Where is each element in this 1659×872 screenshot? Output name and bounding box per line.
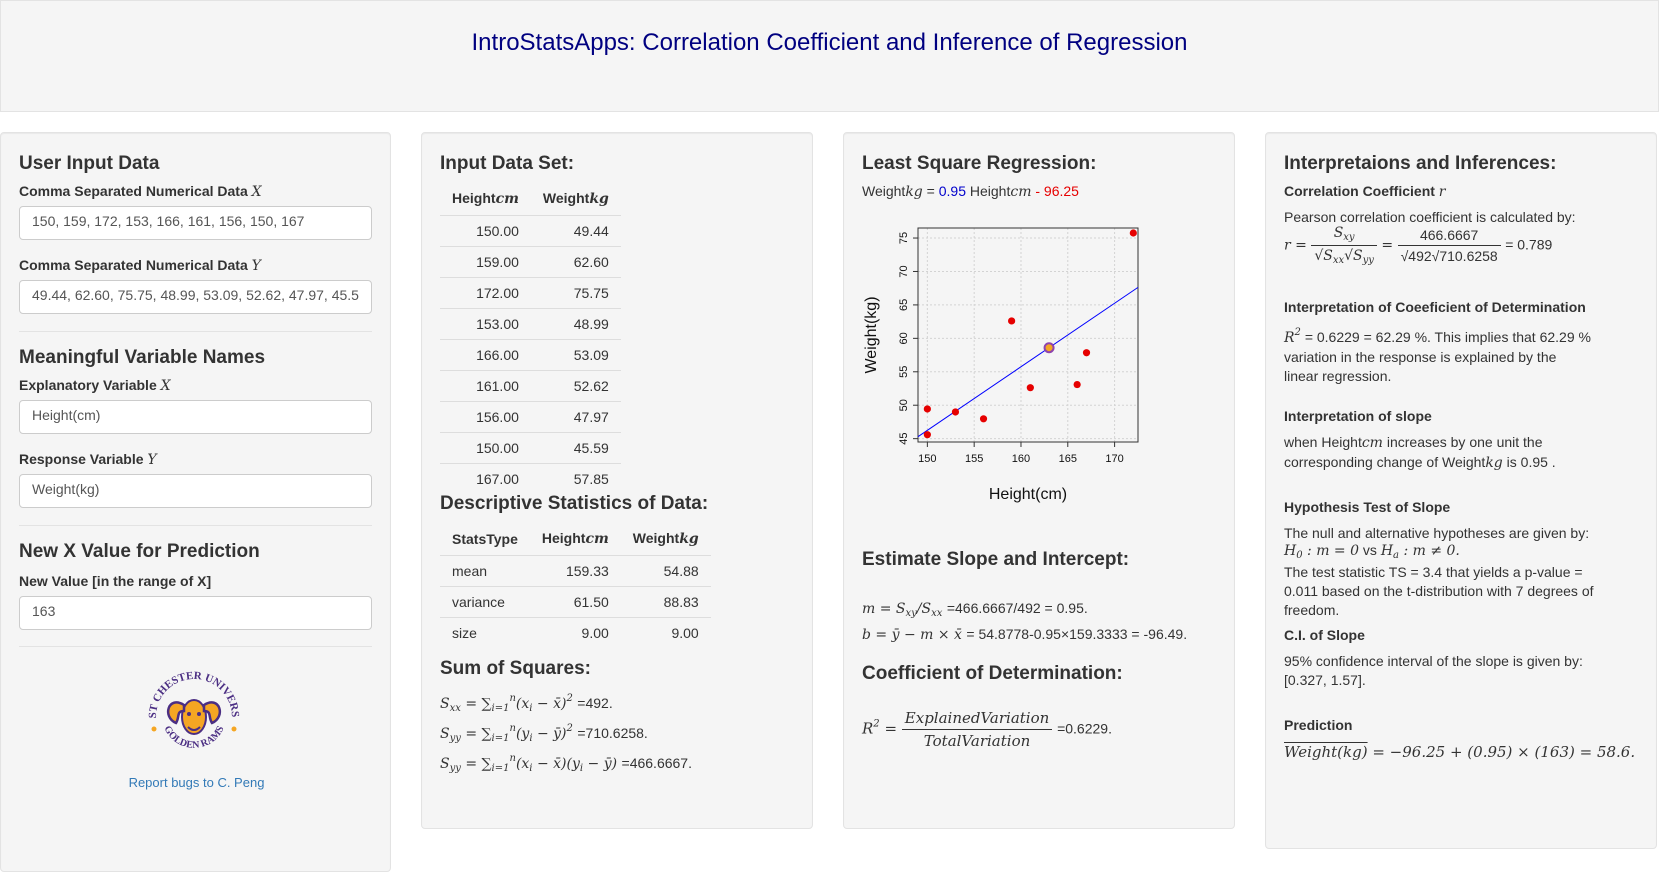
table-cell: 9.00 (530, 617, 621, 648)
col-header-height: Heightcm (440, 183, 531, 215)
ci-heading: C.I. of Slope (1284, 627, 1365, 643)
table-row (440, 370, 621, 401)
intercept-formula: b = ȳ − m × x̄ = 54.8778-0.95×159.3333 = -96.49. (862, 626, 1188, 643)
table-cell: 150.00 (440, 215, 531, 246)
table-cell: 150.00 (440, 432, 531, 463)
descriptive-stats-table (440, 523, 711, 648)
table-row (440, 555, 711, 586)
corr-intro: Pearson correlation coefficient is calculated by: (1284, 209, 1576, 225)
table-row (440, 277, 621, 308)
data-point (1130, 229, 1137, 236)
regression-equation: Weightkg = 0.95 Heightcm - 96.25 (862, 183, 1079, 200)
inference-title: Interpretaions and Inferences: (1284, 153, 1557, 174)
response-input[interactable]: Weight(kg) (19, 474, 372, 508)
corr-heading: Correlation Coefficient r (1284, 183, 1446, 200)
table-cell: 75.75 (531, 277, 621, 308)
table-cell: 45.59 (531, 432, 621, 463)
data-point (952, 408, 959, 415)
syy-formula: $S_{yy} = \sum_{i=1}^n(y_i$ − ȳ)$^2$ =710.6258. (440, 723, 648, 744)
x-tick-label: 170 (1105, 453, 1124, 465)
col-header-statstype: StatsType (440, 523, 530, 555)
prediction-formula: Weight(kg) = −96.25 + (0.95) × (163) = 58.6. (1284, 743, 1636, 761)
table-cell: 61.50 (530, 586, 621, 617)
input-sidebar (0, 132, 391, 872)
data-point (1074, 381, 1081, 388)
divider (19, 646, 372, 647)
table-cell: 54.88 (621, 555, 711, 586)
table-cell: 53.09 (531, 339, 621, 370)
prediction-point (1045, 343, 1054, 352)
data-table (440, 183, 621, 494)
logo-text-bottom: GOLDEN RAMS (161, 724, 227, 752)
sxy-formula: $S_{yy} = \sum_{i=1}^n(x_i$ − $x̄)(y_i$ − ȳ) =466.6667. (440, 753, 692, 774)
variable-names-title: Meaningful Variable Names (19, 347, 266, 368)
app-title: IntroStatsApps: Correlation Coefficient and Inference of Regression (471, 29, 1188, 56)
y-tick-label: 75 (897, 231, 910, 245)
table-cell: 167.00 (440, 463, 531, 494)
table-row (440, 586, 711, 617)
table-row (440, 308, 621, 339)
y-tick-label: 45 (897, 432, 910, 445)
new-x-label: New Value [in the range of X] (19, 573, 212, 589)
corr-formula: r = $\frac{S_{xy}}{√S_{xx}√S_{yy}}$ = $\frac{466.6667}{√492√710.6258}$ = 0.789 (1284, 225, 1553, 266)
table-row (440, 463, 621, 494)
y-axis-label: Weight(kg) (863, 296, 880, 374)
table-cell: 159.33 (530, 555, 621, 586)
table-cell: 57.85 (531, 463, 621, 494)
table-cell: variance (440, 586, 530, 617)
slope-intercept-formulas (862, 598, 1187, 645)
app-header (0, 0, 1659, 112)
table-cell: 48.99 (531, 308, 621, 339)
university-logo (142, 659, 246, 763)
table-cell: mean (440, 555, 530, 586)
data-set-title: Input Data Set: (440, 153, 575, 174)
table-row (440, 339, 621, 370)
table-cell: 172.00 (440, 277, 531, 308)
prediction-heading: Prediction (1284, 717, 1353, 733)
sum-of-squares-title: Sum of Squares: (440, 658, 591, 679)
hypothesis-result: The test statistic TS = 3.4 that yields a p-value = 0.011 based on the t-distribution with 7 degrees of freedom. (1284, 564, 1594, 618)
col-header-height: Heightcm (530, 523, 621, 555)
regression-panel (843, 132, 1235, 829)
cod-formula: $R^2$ = $\frac{\text{ExplainedVariation}}{\text{TotalVariation}}$ =0.6229. (862, 709, 1112, 750)
x-tick-label: 155 (964, 453, 984, 465)
scatter-plot (862, 221, 1148, 505)
data-point (924, 405, 931, 412)
data-panel (421, 132, 813, 829)
table-row (440, 246, 621, 277)
divider (19, 331, 372, 332)
divider (19, 525, 372, 526)
explanatory-label: Explanatory Variable X (19, 377, 171, 394)
table-cell: 9.00 (621, 617, 711, 648)
regression-title: Least Square Regression: (862, 153, 1097, 174)
sxx-formula: $S_{xx} = \sum_{i=1}^n(x_i$ − x̄)$^2$ =492. (440, 693, 613, 714)
data-point (1027, 384, 1034, 391)
x-tick-label: 165 (1058, 453, 1077, 465)
slope-interpretation-heading: Interpretation of slope (1284, 408, 1432, 424)
y-data-label: Comma Separated Numerical Data Y (19, 257, 261, 274)
x-data-input[interactable]: 150, 159, 172, 153, 166, 161, 156, 150, 167 (19, 206, 372, 240)
cod-interpretation-heading: Interpretation of Coeeficient of Determination (1284, 299, 1586, 315)
hypothesis-heading: Hypothesis Test of Slope (1284, 499, 1451, 515)
table-cell: 153.00 (440, 308, 531, 339)
x-tick-label: 160 (1011, 453, 1031, 465)
data-point (1008, 317, 1015, 324)
descriptive-stats-title: Descriptive Statistics of Data: (440, 493, 709, 514)
table-cell: 47.97 (531, 401, 621, 432)
table-cell: 49.44 (531, 215, 621, 246)
table-row (440, 432, 621, 463)
ci-text: 95% confidence interval of the slope is given by: [0.327, 1.57]. (1284, 653, 1583, 688)
x-data-label: Comma Separated Numerical Data X (19, 183, 262, 200)
new-x-title: New X Value for Prediction (19, 541, 260, 562)
input-section-title: User Input Data (19, 153, 160, 174)
y-tick-label: 55 (897, 365, 910, 378)
y-tick-label: 50 (897, 399, 910, 412)
table-cell: 52.62 (531, 370, 621, 401)
table-row (440, 401, 621, 432)
table-cell: 161.00 (440, 370, 531, 401)
x-axis-label: Height(cm) (988, 486, 1068, 503)
table-cell: 159.00 (440, 246, 531, 277)
x-tick-label: 150 (918, 453, 937, 465)
data-point (1083, 349, 1090, 356)
slope-interpretation-text: when Heightcm increases by one unit the corresponding change of Weightkg is 0.95 . (1284, 434, 1556, 471)
y-tick-label: 70 (897, 265, 910, 278)
table-cell: 62.60 (531, 246, 621, 277)
new-x-input[interactable]: 163 (19, 596, 372, 630)
hypothesis-intro: The null and alternative hypotheses are given by: (1284, 525, 1590, 541)
cod-interpretation-text: $R^2 = 0.6229 = 62.29$ %. This implies that 62.29 % variation in the response is explained by the linear regression. (1284, 327, 1591, 384)
table-cell: size (440, 617, 530, 648)
table-row (440, 215, 621, 246)
sum-of-squares-formulas (440, 689, 692, 779)
y-tick-label: 60 (897, 332, 910, 345)
table-cell: 88.83 (621, 586, 711, 617)
estimate-title: Estimate Slope and Intercept: (862, 549, 1130, 570)
report-bugs-link[interactable]: Report bugs to C. Peng (128, 775, 265, 790)
table-cell: 166.00 (440, 339, 531, 370)
slope-formula: $m = S_{xy}/S_{xx} =466.6667/492 = 0.95$. (862, 600, 1088, 619)
explanatory-input[interactable]: Height(cm) (19, 400, 372, 434)
response-label: Response Variable Y (19, 451, 157, 468)
col-header-weight: Weightkg (531, 183, 621, 215)
table-row (440, 617, 711, 648)
data-point (924, 431, 931, 438)
y-tick-label: 65 (897, 298, 910, 312)
table-cell: 156.00 (440, 401, 531, 432)
data-point (980, 415, 987, 422)
col-header-weight: Weightkg (621, 523, 711, 555)
cod-title: Coefficient of Determination: (862, 663, 1123, 684)
inference-panel (1265, 132, 1657, 849)
hypothesis-formula: $H_0$ : m = 0 vs $H_a$ : m ≠ 0. (1284, 542, 1460, 561)
logo-text-top: ST CHESTER UNIVERS (146, 669, 242, 719)
y-data-input[interactable]: 49.44, 62.60, 75.75, 48.99, 53.09, 52.62, 47.97, 45.5 (19, 280, 372, 314)
